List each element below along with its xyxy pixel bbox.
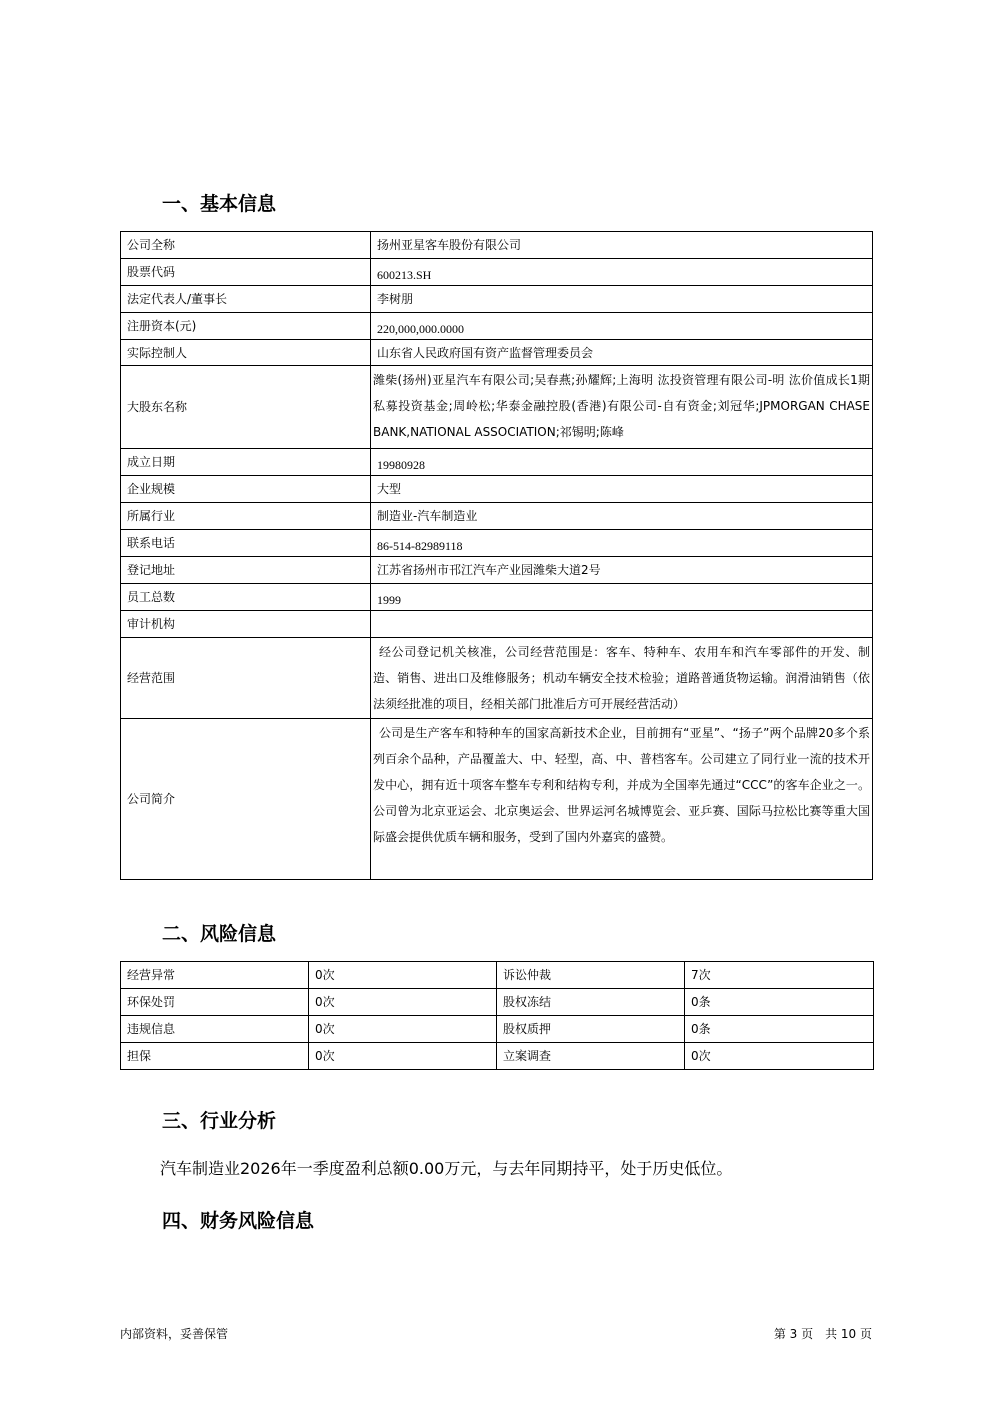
table-row — [121, 366, 873, 449]
industry-analysis-text: 汽车制造业2026年一季度盈利总额0.00万元，与去年同期持平，处于历史低位。 — [160, 1159, 733, 1178]
value-company-scale: 大型 — [371, 476, 873, 503]
value-phone: 86-514-82989118 — [371, 530, 873, 557]
table-row — [121, 638, 873, 719]
risk-label: 立案调查 — [497, 1043, 685, 1070]
basic-info-table — [120, 231, 895, 880]
risk-label: 违规信息 — [121, 1016, 309, 1043]
label-phone: 联系电话 — [121, 530, 371, 557]
section-title-financial-risk: 四、财务风险信息 — [162, 1210, 315, 1232]
value-company-profile: 公司是生产客车和特种车的国家高新技术企业，目前拥有“亚星”、“扬子”两个品牌20多个系列百余个品种，产品覆盖大、中、轻型，高、中、普档客车。公司建立了同行业一流的技术开发中心，拥有近十项客车整车专利和结构专利，并成为全国率先通过“CCC”的客车企业之一。公司曾为北京亚运会、北京奥运会、世界运河名城博览会、亚乒赛、国际马拉松比赛等重大国际盛会提供优质车辆和服务，受到了国内外嘉宾的盛赞。 — [371, 719, 873, 880]
label-employees: 员工总数 — [121, 584, 371, 611]
table-row — [121, 611, 873, 638]
table-row — [121, 286, 873, 313]
section-title-risk-info: 二、风险信息 — [162, 923, 277, 945]
value-actual-controller: 山东省人民政府国有资产监督管理委员会 — [371, 340, 873, 366]
risk-value: 0次 — [309, 1043, 497, 1070]
table-row — [121, 313, 873, 340]
table-row — [121, 232, 873, 259]
footer-page-number: 第 3 页 共 10 页 — [773, 1327, 872, 1341]
label-actual-controller: 实际控制人 — [121, 340, 371, 366]
label-audit-firm: 审计机构 — [121, 611, 371, 638]
value-industry: 制造业-汽车制造业 — [371, 503, 873, 530]
table-row — [121, 557, 873, 584]
risk-label: 担保 — [121, 1043, 309, 1070]
risk-label: 诉讼仲裁 — [497, 962, 685, 989]
risk-value: 7次 — [685, 962, 874, 989]
table-row — [121, 989, 874, 1016]
value-address: 江苏省扬州市邗江汽车产业园潍柴大道2号 — [371, 557, 873, 584]
table-row — [121, 476, 873, 503]
label-industry: 所属行业 — [121, 503, 371, 530]
table-row — [121, 449, 873, 476]
value-stock-code: 600213.SH — [371, 259, 873, 286]
table-row — [121, 259, 873, 286]
risk-label: 环保处罚 — [121, 989, 309, 1016]
value-major-shareholders: 潍柴(扬州)亚星汽车有限公司;吴春燕;孙耀辉;上海明 汯投资管理有限公司-明 汯价值成长1期私募投资基金;周岭松;华泰金融控股(香港)有限公司-自有资金;刘冠华;JPMORGAN CHASE BANK,NATIONAL ASSOCIATION;祁锡明;陈峰 — [371, 366, 873, 449]
table-row — [121, 1043, 874, 1070]
risk-label: 股权冻结 — [497, 989, 685, 1016]
label-registered-capital: 注册资本(元) — [121, 313, 371, 340]
section-title-industry-analysis: 三、行业分析 — [162, 1110, 277, 1132]
label-company-name: 公司全称 — [121, 232, 371, 259]
table-row — [121, 962, 874, 989]
risk-label: 经营异常 — [121, 962, 309, 989]
value-business-scope: 经公司登记机关核准，公司经营范围是：客车、特种车、农用车和汽车零部件的开发、制造、销售、进出口及维修服务；机动车辆安全技术检验；道路普通货物运输。润滑油销售（依法须经批准的项目，经相关部门批准后方可开展经营活动） — [371, 638, 873, 719]
table-row — [121, 584, 873, 611]
risk-value: 0条 — [685, 1016, 874, 1043]
risk-value: 0条 — [685, 989, 874, 1016]
label-company-profile: 公司简介 — [121, 719, 371, 880]
label-legal-rep: 法定代表人/董事长 — [121, 286, 371, 313]
table-row — [121, 530, 873, 557]
value-company-name: 扬州亚星客车股份有限公司 — [371, 232, 873, 259]
label-major-shareholders: 大股东名称 — [121, 366, 371, 449]
table-row — [121, 719, 873, 880]
label-stock-code: 股票代码 — [121, 259, 371, 286]
risk-value: 0次 — [309, 962, 497, 989]
label-business-scope: 经营范围 — [121, 638, 371, 719]
risk-label: 股权质押 — [497, 1016, 685, 1043]
label-founded-date: 成立日期 — [121, 449, 371, 476]
label-address: 登记地址 — [121, 557, 371, 584]
table-row — [121, 1016, 874, 1043]
label-company-scale: 企业规模 — [121, 476, 371, 503]
risk-value: 0次 — [309, 1016, 497, 1043]
table-row — [121, 340, 873, 366]
value-founded-date: 19980928 — [371, 449, 873, 476]
risk-value: 0次 — [685, 1043, 874, 1070]
value-audit-firm — [371, 611, 873, 638]
table-row — [121, 503, 873, 530]
value-employees: 1999 — [371, 584, 873, 611]
risk-info-table — [120, 961, 874, 1070]
risk-value: 0次 — [309, 989, 497, 1016]
value-registered-capital: 220,000,000.0000 — [371, 313, 873, 340]
footer-confidential-note: 内部资料，妥善保管 — [120, 1327, 229, 1341]
value-legal-rep: 李树朋 — [371, 286, 873, 313]
section-title-basic-info: 一、基本信息 — [162, 193, 277, 215]
